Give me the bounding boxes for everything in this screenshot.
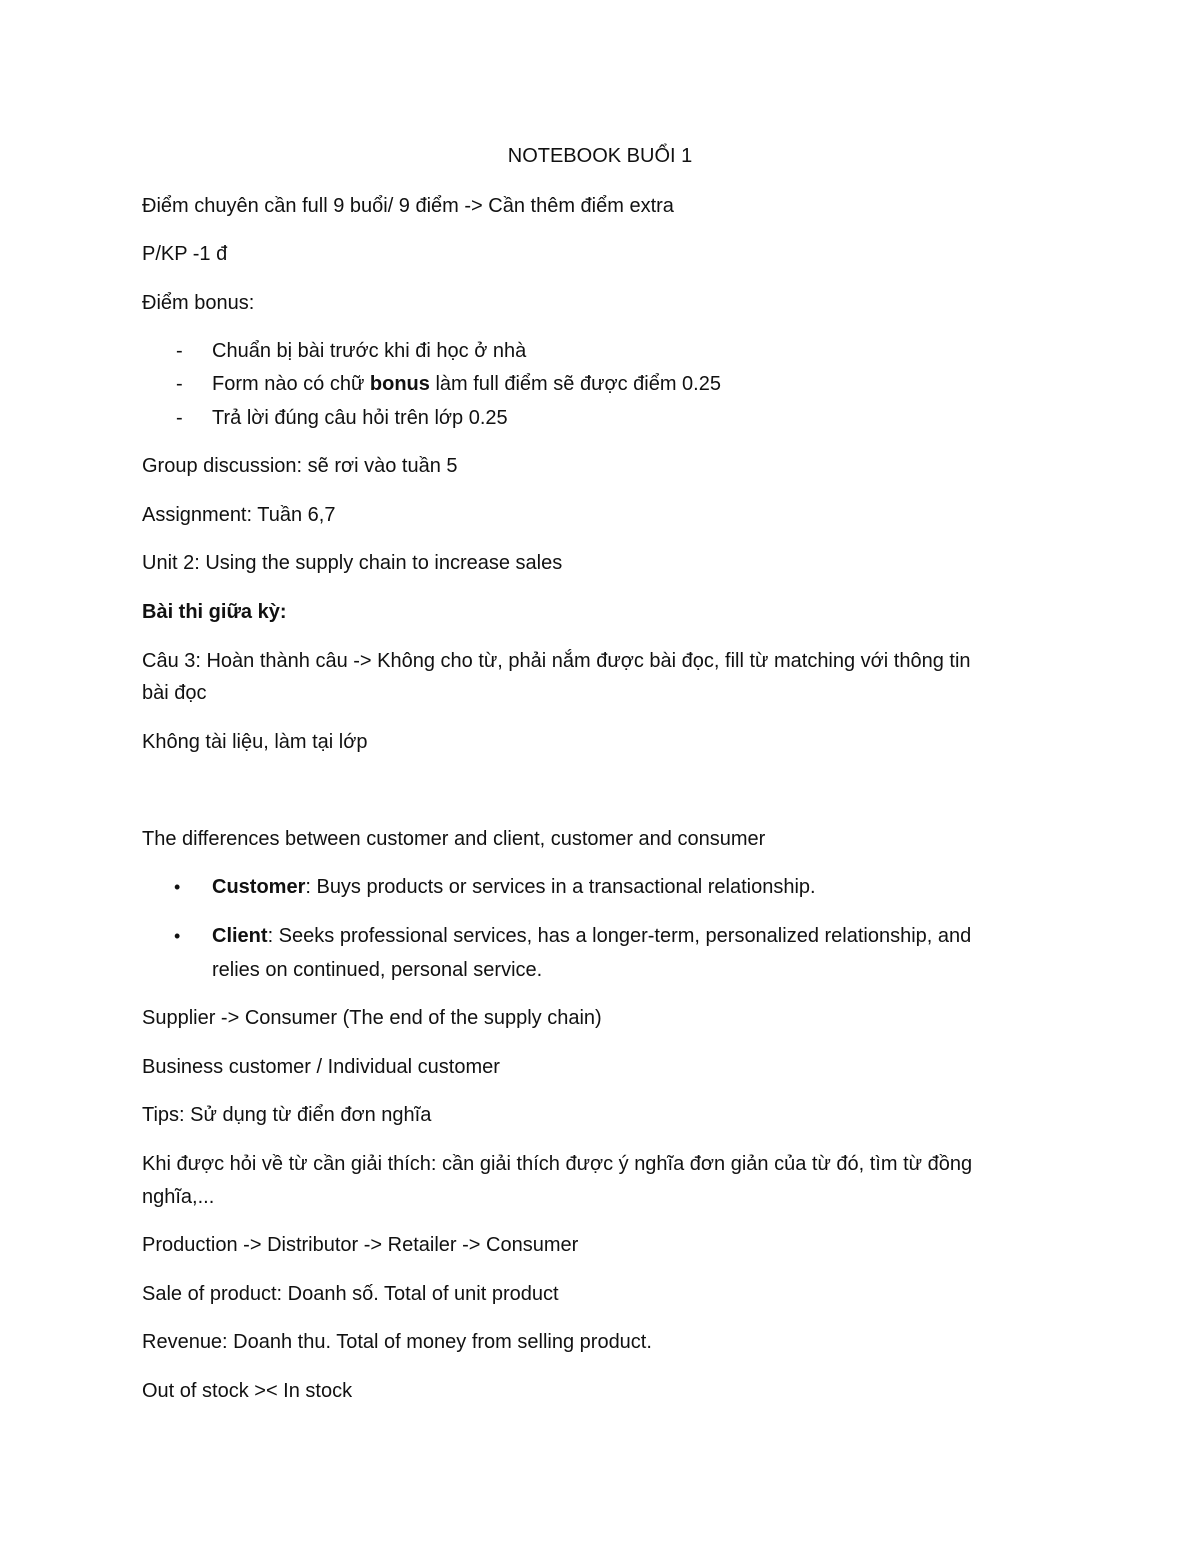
cau3-line-continued: bài đọc bbox=[142, 682, 207, 704]
group-discussion-line: Group discussion: sẽ rơi vào tuần 5 bbox=[142, 455, 458, 477]
dash-marker: - bbox=[176, 340, 183, 362]
differences-line: The differences between customer and client, customer and consumer bbox=[142, 828, 766, 850]
client-definition-continued: relies on continued, personal service. bbox=[212, 959, 543, 981]
khi-line: Khi được hỏi về từ cần giải thích: cần giải thích được ý nghĩa đơn giản của từ đó, tìm từ đồng bbox=[142, 1153, 973, 1175]
assignment-line: Assignment: Tuần 6,7 bbox=[142, 504, 336, 526]
bullet-marker: • bbox=[174, 926, 181, 946]
document-title: NOTEBOOK BUỔI 1 bbox=[507, 145, 693, 167]
customer-definition: Customer: Buys products or services in a transactional relationship. bbox=[212, 876, 816, 898]
dash-marker: - bbox=[176, 407, 183, 429]
bullet-marker: • bbox=[174, 877, 181, 897]
business-line: Business customer / Individual customer bbox=[142, 1056, 500, 1078]
pkp-line: P/KP -1 đ bbox=[142, 243, 228, 265]
dash-marker: - bbox=[176, 373, 183, 395]
tips-line: Tips: Sử dụng từ điển đơn nghĩa bbox=[142, 1104, 432, 1126]
revenue-line: Revenue: Doanh thu. Total of money from selling product. bbox=[142, 1331, 652, 1353]
bonus-keyword: bonus bbox=[369, 373, 430, 395]
no-materials-line: Không tài liệu, làm tại lớp bbox=[142, 731, 368, 753]
khi-line-continued: nghĩa,... bbox=[142, 1186, 215, 1208]
stock-line: Out of stock >< In stock bbox=[142, 1380, 353, 1402]
supplier-line: Supplier -> Consumer (The end of the supply chain) bbox=[142, 1007, 602, 1029]
attendance-line: Điểm chuyên cần full 9 buổi/ 9 điểm -> Cần thêm điểm extra bbox=[142, 195, 674, 217]
unit-line: Unit 2: Using the supply chain to increase sales bbox=[142, 552, 563, 574]
production-line: Production -> Distributor -> Retailer -> Consumer bbox=[142, 1234, 579, 1256]
client-definition: Client: Seeks professional services, has a longer-term, personalized relationship, and bbox=[212, 925, 972, 947]
midterm-heading: Bài thi giữa kỳ: bbox=[142, 601, 287, 623]
bonus-heading: Điểm bonus: bbox=[142, 292, 255, 314]
sale-line: Sale of product: Doanh số. Total of unit product bbox=[142, 1283, 559, 1305]
cau3-line: Câu 3: Hoàn thành câu -> Không cho từ, phải nắm được bài đọc, fill từ matching với thông tin bbox=[142, 650, 971, 672]
bonus-item: Trả lời đúng câu hỏi trên lớp 0.25 bbox=[212, 407, 508, 429]
bonus-item: Form nào có chữ bonus làm full điểm sẽ được điểm 0.25 bbox=[212, 373, 721, 395]
bonus-item: Chuẩn bị bài trước khi đi học ở nhà bbox=[212, 340, 527, 362]
